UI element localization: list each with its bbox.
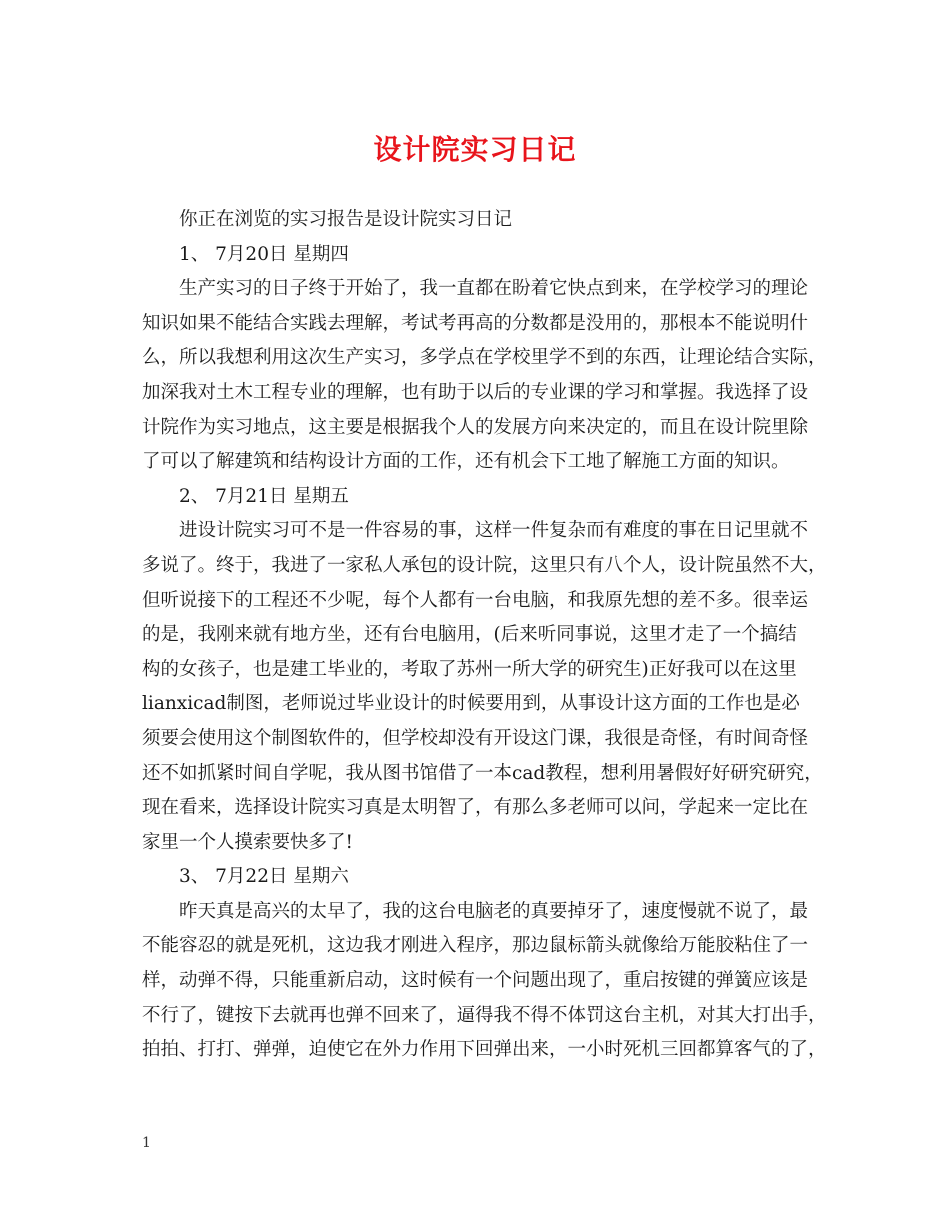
text-line: 的是，我刚来就有地方坐，还有台电脑用，(后来听同事说，这里才走了一个搞结 bbox=[142, 624, 797, 646]
text-line: 3、 7月22日 星期六 bbox=[179, 866, 349, 888]
text-line: 不行了，键按下去就再也弹不回来了，逼得我不得不体罚这台主机，对其大打出手， bbox=[142, 1004, 827, 1026]
text-line: 生产实习的日子终于开始了，我一直都在盼着它快点到来，在学校学习的理论 bbox=[179, 278, 809, 300]
text-line: 加深我对土木工程专业的理解，也有助于以后的专业课的学习和掌握。我选择了设 bbox=[142, 381, 809, 403]
text-line: 拍拍、打打、弹弹，迫使它在外力作用下回弹出来，一小时死机三回都算客气的了， bbox=[142, 1039, 827, 1061]
text-line: 昨天真是高兴的太早了，我的这台电脑老的真要掉牙了，速度慢就不说了，最 bbox=[179, 900, 809, 922]
text-line: 现在看来，选择设计院实习真是太明智了，有那么多老师可以问，学起来一定比在 bbox=[142, 797, 809, 819]
text-line: 构的女孩子，也是建工毕业的，考取了苏州一所大学的研究生)正好我可以在这里 bbox=[142, 658, 797, 680]
text-line: 进设计院实习可不是一件容易的事，这样一件复杂而有难度的事在日记里就不 bbox=[179, 520, 809, 542]
text-line: 样，动弹不得，只能重新启动，这时候有一个问题出现了，重启按键的弹簧应该是 bbox=[142, 970, 809, 992]
document-title: 设计院实习日记 bbox=[373, 133, 577, 166]
document-body bbox=[142, 203, 827, 1068]
text-line: 么，所以我想利用这次生产实习，多学点在学校里学不到的东西，让理论结合实际， bbox=[142, 347, 827, 369]
text-line: 须要会使用这个制图软件的，但学校却没有开设这门课，我很是奇怪，有时间奇怪 bbox=[142, 727, 809, 749]
text-line: 计院作为实习地点，这主要是根据我个人的发展方向来决定的，而且在设计院里除 bbox=[142, 416, 809, 438]
text-line: 知识如果不能结合实践去理解，考试考再高的分数都是没用的，那根本不能说明什 bbox=[142, 312, 809, 334]
text-line: 2、 7月21日 星期五 bbox=[179, 485, 349, 507]
text-line: lianxicad制图，老师说过毕业设计的时候要用到，从事设计这方面的工作也是必 bbox=[142, 693, 800, 715]
text-line: 1、 7月20日 星期四 bbox=[179, 243, 349, 265]
text-line: 了可以了解建筑和结构设计方面的工作，还有机会下工地了解施工方面的知识。 bbox=[142, 451, 790, 473]
text-line: 你正在浏览的实习报告是设计院实习日记 bbox=[179, 209, 513, 230]
page-number: 1 bbox=[142, 1135, 151, 1151]
text-line: 但听说接下的工程还不少呢，每个人都有一台电脑，和我原先想的差不多。很幸运 bbox=[142, 589, 809, 611]
text-line: 不能容忍的就是死机，这边我才刚进入程序，那边鼠标箭头就像给万能胶粘住了一 bbox=[142, 935, 809, 957]
text-line: 多说了。终于，我进了一家私人承包的设计院，这里只有八个人，设计院虽然不大， bbox=[142, 554, 827, 576]
text-line: 家里一个人摸索要快多了! bbox=[142, 831, 353, 853]
text-line: 还不如抓紧时间自学呢，我从图书馆借了一本cad教程，想利用暑假好好研究研究， bbox=[142, 762, 823, 784]
